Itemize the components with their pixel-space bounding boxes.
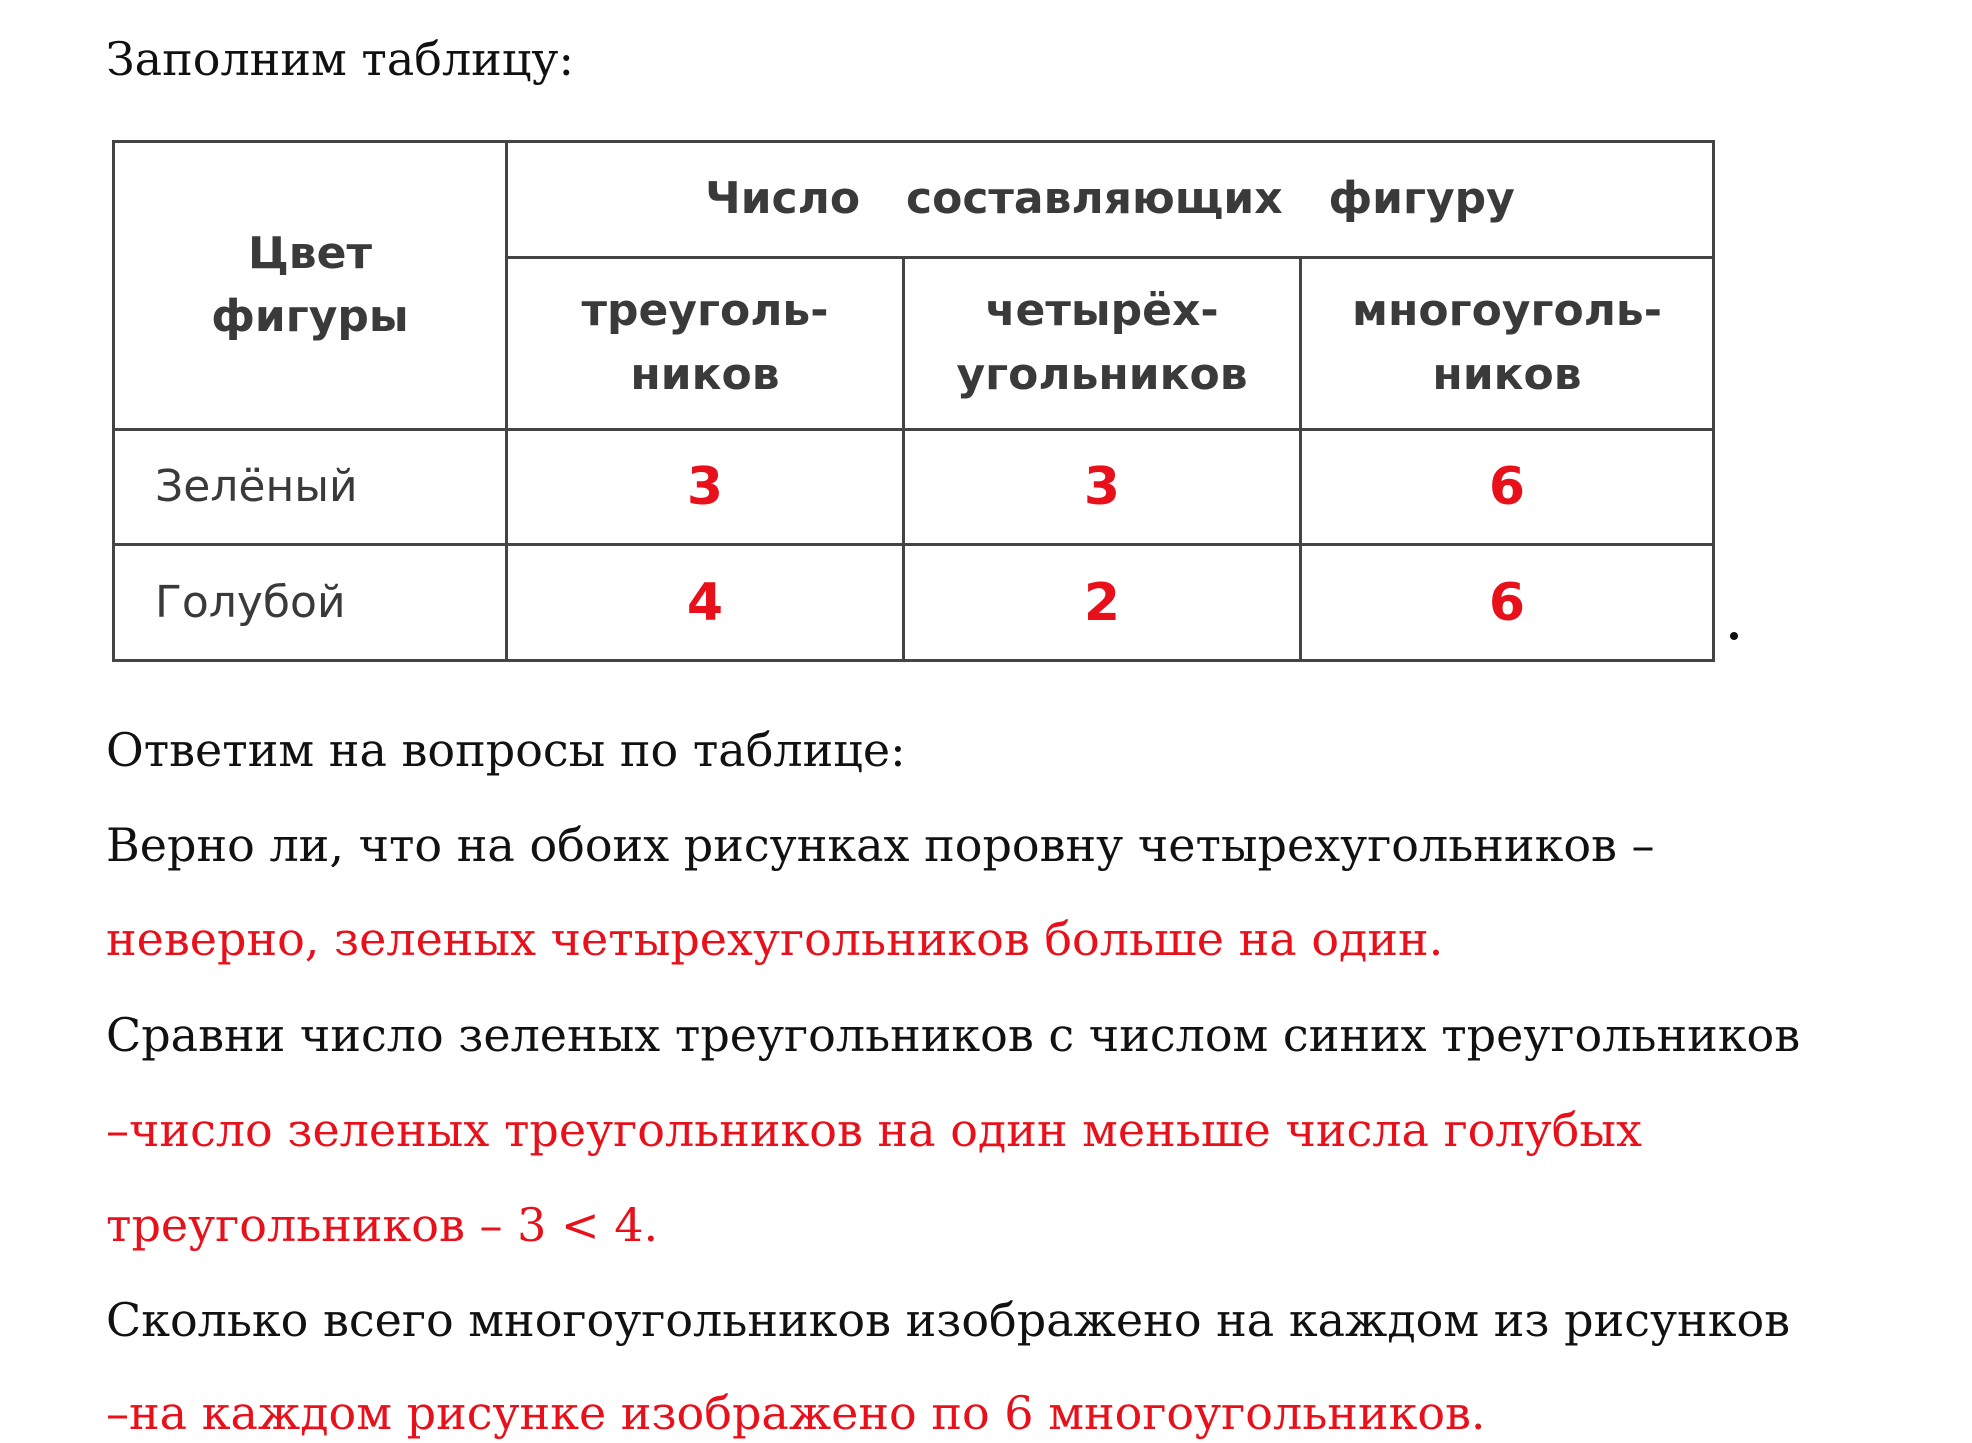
green-triangles-value: 3 [507, 429, 904, 545]
header-triangles-line-1: треуголь- [581, 285, 829, 337]
header-color-line-2: фигуры [211, 291, 409, 343]
intro-text: Заполним таблицу: [106, 32, 574, 86]
row-label-blue: Голубой [114, 545, 507, 661]
questions-intro: Ответим на вопросы по таблице: [106, 723, 906, 777]
header-group: Число составляющих фигуру [507, 142, 1714, 258]
question-1: Верно ли, что на обоих рисунках поровну четырехугольников – [106, 818, 1655, 872]
figure-table-wrapper [112, 140, 1712, 662]
answer-2-line-2: треугольников – 3 < 4. [106, 1198, 659, 1252]
answer-1-line-1: неверно, зеленых четырехугольников больше на один. [106, 912, 1444, 966]
header-polygons-line-2: ников [1432, 349, 1582, 401]
answer-2-line-1: –число зеленых треугольников на один меньше числа голубых [106, 1103, 1642, 1157]
header-color-line-1: Цвет [247, 227, 372, 279]
question-3: Сколько всего многоугольников изображено на каждом из рисунков [106, 1293, 1791, 1347]
header-triangles-line-2: ников [630, 349, 780, 401]
blue-polygons-value: 6 [1301, 545, 1714, 661]
header-quadrilaterals-line-1: четырёх- [985, 285, 1219, 337]
figure-table [112, 140, 1715, 662]
header-polygons-line-1: многоуголь- [1352, 285, 1663, 337]
blue-quadrilaterals-value: 2 [904, 545, 1301, 661]
period-dot [1730, 632, 1738, 640]
header-quadrilaterals-line-2: угольников [956, 349, 1248, 401]
green-polygons-value: 6 [1301, 429, 1714, 545]
header-triangles [507, 257, 904, 429]
table-row-blue [114, 545, 1714, 661]
header-polygons [1301, 257, 1714, 429]
header-quadrilaterals [904, 257, 1301, 429]
question-2: Сравни число зеленых треугольников с числом синих треугольников [106, 1008, 1801, 1062]
green-quadrilaterals-value: 3 [904, 429, 1301, 545]
answer-3-line-1: –на каждом рисунке изображено по 6 многоугольников. [106, 1386, 1486, 1440]
blue-triangles-value: 4 [507, 545, 904, 661]
header-color-cell [114, 142, 507, 430]
table-row-green [114, 429, 1714, 545]
row-label-green: Зелёный [114, 429, 507, 545]
